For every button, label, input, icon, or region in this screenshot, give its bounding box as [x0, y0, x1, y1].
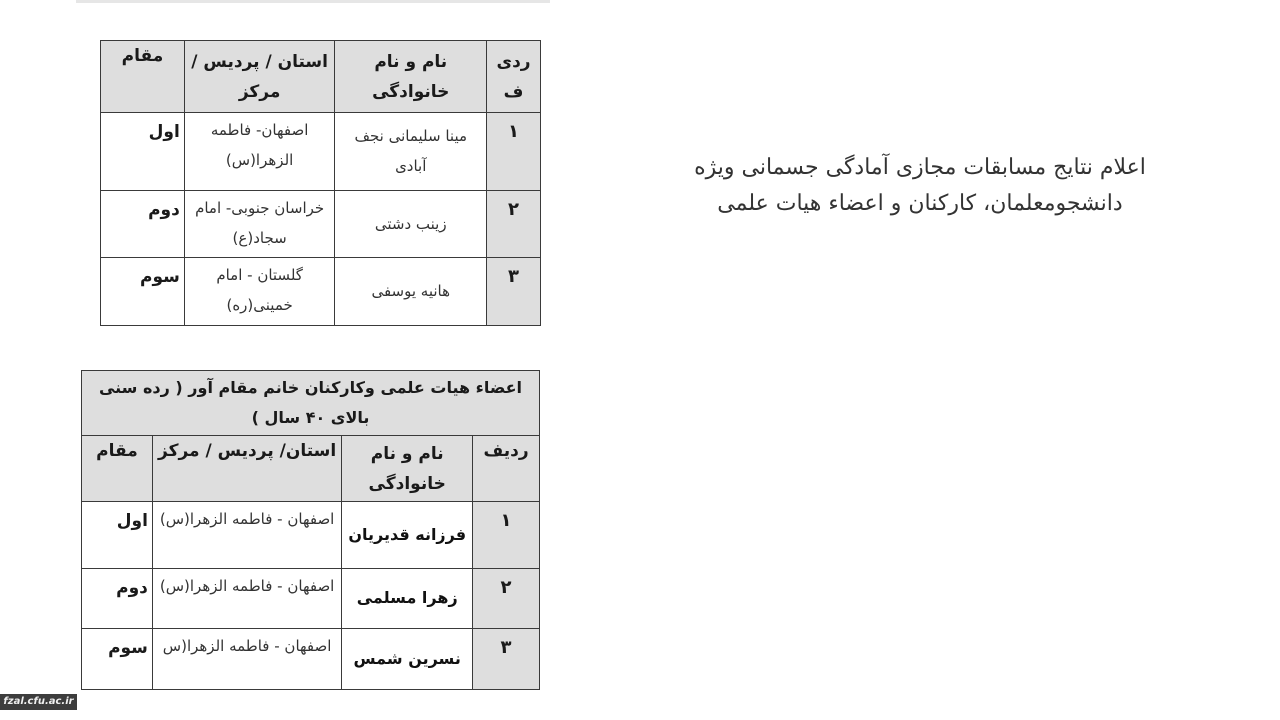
table-row — [82, 628, 540, 689]
header-name: نام و نام خانوادگی — [342, 436, 473, 502]
table-row — [82, 568, 540, 628]
participant-name: فرزانه قدیریان — [342, 502, 473, 568]
table-row — [82, 502, 540, 568]
header-row-number: ردیف — [473, 436, 540, 502]
table-row — [101, 257, 541, 325]
header-rank: مقام — [82, 436, 153, 502]
top-divider — [76, 0, 550, 3]
row-number: ۱ — [487, 113, 541, 190]
participant-rank: دوم — [82, 568, 153, 628]
header-location: استان / پردیس / مرکز — [184, 41, 335, 113]
row-number: ۲ — [473, 568, 540, 628]
participant-location: اصفهان - فاطمه الزهرا(س — [152, 628, 341, 689]
participant-rank: دوم — [101, 190, 185, 257]
table-title-row — [82, 371, 540, 436]
participant-location: اصفهان - فاطمه الزهرا(س) — [152, 502, 341, 568]
table-row — [101, 190, 541, 257]
participant-name: نسرین شمس — [342, 628, 473, 689]
table-header-row — [82, 436, 540, 502]
header-row-number: ردی ف — [487, 41, 541, 113]
row-number: ۳ — [487, 257, 541, 325]
site-logo: fzal.cfu.ac.ir — [0, 694, 77, 710]
participant-location: گلستان - امام خمینی(ره) — [184, 257, 335, 325]
row-number: ۳ — [473, 628, 540, 689]
table-row — [101, 113, 541, 190]
results-table-faculty — [81, 370, 540, 690]
participant-name: مینا سلیمانی نجف آبادی — [335, 113, 487, 190]
participant-location: اصفهان- فاطمه الزهرا(س) — [184, 113, 335, 190]
header-location: استان/ پردیس / مرکز — [152, 436, 341, 502]
participant-name: زینب دشتی — [335, 190, 487, 257]
participant-rank: اول — [101, 113, 185, 190]
table-header-row — [101, 41, 541, 113]
header-rank: مقام — [101, 41, 185, 113]
participant-name: هانیه یوسفی — [335, 257, 487, 325]
participant-location: خراسان جنوبی- امام سجاد(ع) — [184, 190, 335, 257]
participant-rank: اول — [82, 502, 153, 568]
row-number: ۲ — [487, 190, 541, 257]
participant-rank: سوم — [101, 257, 185, 325]
participant-location: اصفهان - فاطمه الزهرا(س) — [152, 568, 341, 628]
participant-name: زهرا مسلمی — [342, 568, 473, 628]
header-name: نام و نام خانوادگی — [335, 41, 487, 113]
row-number: ۱ — [473, 502, 540, 568]
participant-rank: سوم — [82, 628, 153, 689]
page-heading: اعلام نتایج مسابقات مجازی آمادگی جسمانی ویژه دانشجومعلمان، کارکنان و اعضاء هیات علمی — [694, 155, 1146, 216]
results-table-students — [100, 40, 541, 326]
table-title: اعضاء هیات علمی وکارکنان خانم مقام آور ( رده سنی بالای ۴۰ سال ) — [82, 371, 540, 436]
